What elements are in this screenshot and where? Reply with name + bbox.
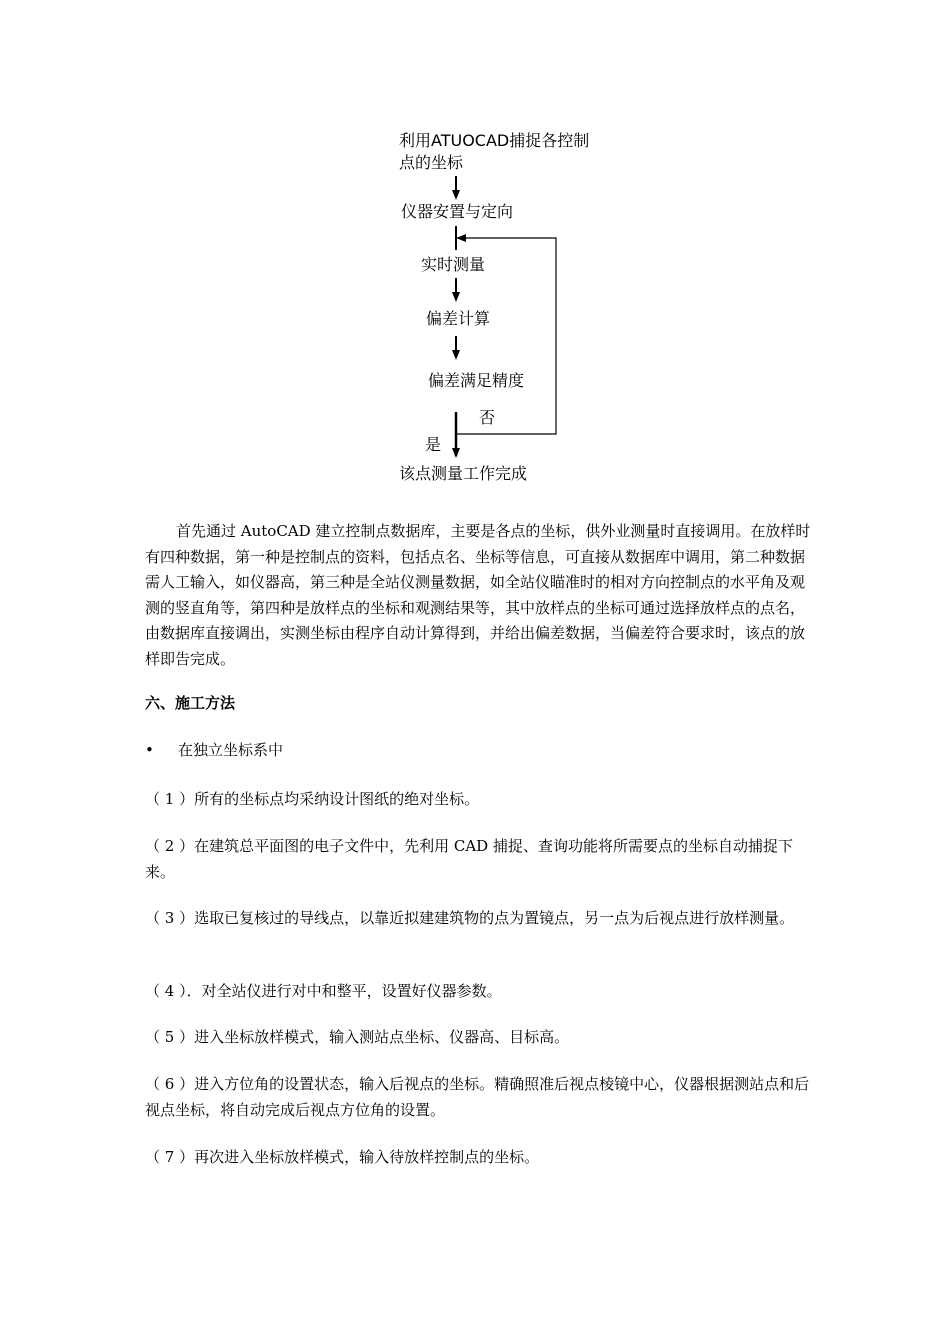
flow-step3: 实时测量 [421, 255, 486, 274]
step-6: （ 6 ）进入方位角的设置状态，输入后视点的坐标。精确照准后视点棱镜中心，仪器根据测站点和后视点坐标，将自动完成后视点方位角的设置。 [145, 1075, 810, 1119]
flow-step6: 该点测量工作完成 [399, 464, 528, 483]
flow-branch-no: 否 [479, 408, 496, 427]
arrowhead-1 [452, 190, 460, 200]
step-2: （ 2 ）在建筑总平面图的电子文件中，先利用 CAD 捕捉、查询功能将所需要点的坐标自动捕捉下来。 [145, 837, 793, 881]
section-heading: 六、施工方法 [145, 694, 236, 712]
feedback-arrowhead [456, 234, 466, 242]
intro-paragraph: 首先通过 AutoCAD 建立控制点数据库，主要是各点的坐标，供外业测量时直接调用。在放样时有四种数据，第一种是控制点的资料，包括点名、坐标等信息，可直接从数据库中调用，第二种数据需人工输入，如仪器高，第三种是全站仪测量数据，如全站仪瞄准时的相对方向控制点的水平角及观测的竖直角等，第四种是放样点的坐标和观测结果等，其中放样点的坐标可通过选择放样点的点名，由数据库直接调出，实测坐标由程序自动计算得到，并给出偏差数据，当偏差符合要求时，该点的放样即告完成。 [145, 522, 811, 668]
bullet-marker: • [145, 741, 154, 759]
flow-step1-line1: 利用ATUOCAD捕捉各控制 [399, 131, 590, 150]
step-1: （ 1 ）所有的坐标点均采纳设计图纸的绝对坐标。 [145, 790, 480, 808]
bullet-text: 在独立坐标系中 [178, 741, 284, 759]
bullet-item [145, 738, 815, 764]
flow-step2: 仪器安置与定向 [401, 202, 514, 221]
arrowhead-3 [452, 292, 460, 302]
step-5: （ 5 ）进入坐标放样模式，输入测站点坐标、仪器高、目标高。 [145, 1028, 570, 1046]
arrowhead-5 [452, 448, 460, 458]
flow-step5: 偏差满足精度 [428, 371, 525, 390]
flow-step4: 偏差计算 [426, 309, 491, 328]
step-3: （ 3 ）选取已复核过的导线点，以靠近拟建建筑物的点为置镜点，另一点为后视点进行放样测量。 [145, 909, 795, 927]
step-4: （ 4 ）．对全站仪进行对中和整平，设置好仪器参数。 [145, 982, 502, 1000]
step-7: （ 7 ）再次进入坐标放样模式，输入待放样控制点的坐标。 [145, 1148, 540, 1166]
flowchart-connectors [0, 0, 950, 500]
flow-step1-line2: 点的坐标 [399, 153, 464, 172]
flow-branch-yes: 是 [425, 435, 442, 454]
arrowhead-4 [452, 350, 460, 360]
